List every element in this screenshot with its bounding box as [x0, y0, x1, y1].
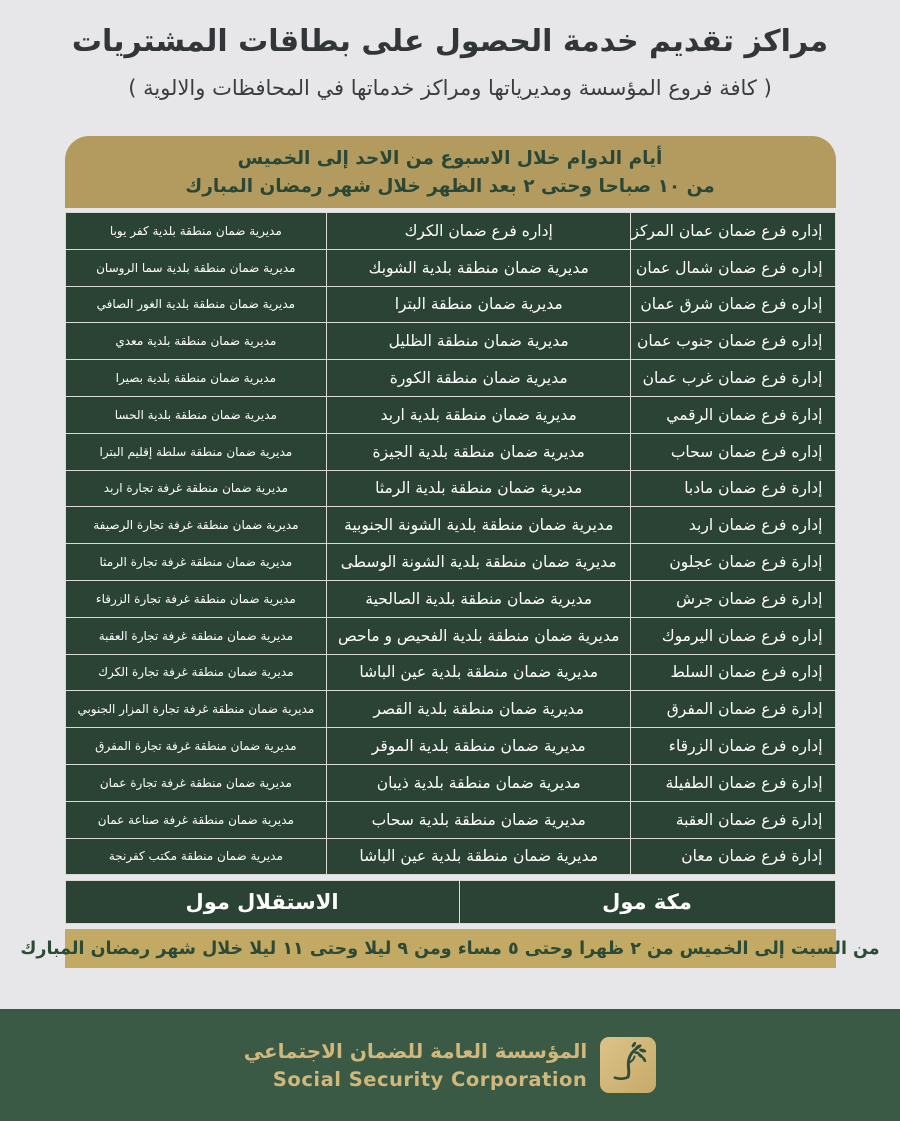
- center-cell: إداره فرع ضمان عمان المركز: [631, 213, 835, 250]
- center-cell: مديرية ضمان منطقة بلدية الشونة الوسطى: [327, 544, 631, 581]
- center-cell: مديرية ضمان منطقة بلدية الفحيص و ماحص: [327, 617, 631, 654]
- page-subtitle: ( كافة فروع المؤسسة ومديرياتها ومراكز خدماتها في المحافظات والالوية ): [128, 76, 772, 100]
- center-cell: إداره فرع ضمان اربد: [631, 507, 835, 544]
- center-cell: مديرية ضمان منطقة الظليل: [327, 323, 631, 360]
- center-cell: مديرية ضمان منطقة غرفة تجارة المزار الجنوبي: [65, 691, 327, 728]
- page-title: مراكز تقديم خدمة الحصول على بطاقات المشتريات: [71, 24, 829, 59]
- center-cell: إداره فرع ضمان الزرقاء: [631, 728, 835, 765]
- table-row: [65, 838, 835, 875]
- weekday-schedule-box: [65, 136, 836, 208]
- center-cell: مديرية ضمان منطقة بلدية معدي: [65, 323, 327, 360]
- center-cell: إداره فرع ضمان سحاب: [631, 433, 835, 470]
- center-cell: مديرية ضمان منطقة غرفة تجارة الزرقاء: [65, 580, 327, 617]
- center-cell: مديرية ضمان منطقة بلدية عين الباشا: [327, 654, 631, 691]
- center-cell: مديرية ضمان منطقة غرفة تجارة الرمثا: [65, 544, 327, 581]
- org-name-arabic: المؤسسة العامة للضمان الاجتماعي: [243, 1038, 588, 1063]
- table-row: [65, 544, 835, 581]
- table-row: [65, 249, 835, 286]
- center-cell: إدارة فرع ضمان جرش: [631, 580, 835, 617]
- center-cell: مديرية ضمان منطقة سلطة إقليم البترا: [65, 433, 327, 470]
- center-cell: إدارة فرع ضمان مادبا: [631, 470, 835, 507]
- center-cell: إدارة فرع ضمان الطفيلة: [631, 764, 835, 801]
- mall-schedule-band: من السبت إلى الخميس من ٢ ظهرا وحتى ٥ مساء ومن ٩ ليلا وحتى ١١ ليلا خلال شهر رمضان المبارك: [65, 929, 836, 968]
- centers-table: [65, 212, 836, 875]
- table-row: [65, 764, 835, 801]
- center-cell: مديرية ضمان منطقة بلدية الحسا: [65, 396, 327, 433]
- center-cell: مديرية ضمان منطقة بلدية الصالحية: [327, 580, 631, 617]
- table-row: [65, 470, 835, 507]
- table-row: [65, 691, 835, 728]
- center-cell: إداره فرع ضمان جنوب عمان: [631, 323, 835, 360]
- center-cell: مديرية ضمان منطقة بلدية الشوبك: [327, 249, 631, 286]
- center-cell: مديرية ضمان منطقة بلدية عين الباشا: [327, 838, 631, 875]
- center-cell: مديرية ضمان منطقة غرفة تجارة الرصيفة: [65, 507, 327, 544]
- table-row: [65, 360, 835, 397]
- center-cell: مديرية ضمان منطقة بلدية الموقر: [327, 728, 631, 765]
- center-cell: مديرية ضمان منطقة غرفة تجارة اربد: [65, 470, 327, 507]
- malls-row: [65, 880, 836, 924]
- center-cell: مديرية ضمان منطقة غرفة صناعة عمان: [65, 801, 327, 838]
- center-cell: إداره فرع ضمان السلط: [631, 654, 835, 691]
- center-cell: مديرية ضمان منطقة بلدية اربد: [327, 396, 631, 433]
- center-cell: إداره فرع ضمان الكرك: [327, 213, 631, 250]
- table-row: [65, 323, 835, 360]
- center-cell: مديرية ضمان منطقة الكورة: [327, 360, 631, 397]
- center-cell: مديرية ضمان منطقة غرفة تجارة الكرك: [65, 654, 327, 691]
- center-cell: إداره فرع ضمان شمال عمان: [631, 249, 835, 286]
- center-cell: مديرية ضمان منطقة بلدية سحاب: [327, 801, 631, 838]
- center-cell: مديرية ضمان منطقة بلدية الغور الصافي: [65, 286, 327, 323]
- center-cell: مديرية ضمان منطقة بلدية الرمثا: [327, 470, 631, 507]
- center-cell: إدارة فرع ضمان عجلون: [631, 544, 835, 581]
- org-name-english: Social Security Corporation: [272, 1067, 588, 1091]
- center-cell: مديرية ضمان منطقة بلدية الجيزة: [327, 433, 631, 470]
- center-cell: مديرية ضمان منطقة بلدية بصيرا: [65, 360, 327, 397]
- table-row: [65, 286, 835, 323]
- table-row: [65, 801, 835, 838]
- center-cell: إدارة فرع ضمان معان: [631, 838, 835, 875]
- centers-table-body: [65, 213, 835, 875]
- center-cell: مديرية ضمان منطقة مكتب كفرنجة: [65, 838, 327, 875]
- center-cell: مديرية ضمان منطقة بلدية الشونة الجنوبية: [327, 507, 631, 544]
- center-cell: إداره فرع ضمان اليرموك: [631, 617, 835, 654]
- center-cell: مديرية ضمان منطقة بلدية سما الروسان: [65, 249, 327, 286]
- mall-cell-istiklal: الاستقلال مول: [185, 890, 339, 915]
- center-cell: مديرية ضمان منطقة غرفة تجارة العقبة: [65, 617, 327, 654]
- center-cell: إداره فرع ضمان شرق عمان: [631, 286, 835, 323]
- olive-tree-icon: [606, 1041, 650, 1089]
- center-cell: إدارة فرع ضمان العقبة: [631, 801, 835, 838]
- center-cell: إدارة فرع ضمان غرب عمان: [631, 360, 835, 397]
- mall-cell-mecca: مكة مول: [459, 881, 835, 923]
- table-row: [65, 728, 835, 765]
- center-cell: مديرية ضمان منطقة بلدية القصر: [327, 691, 631, 728]
- weekday-schedule-line1: أيام الدوام خلال الاسبوع من الاحد إلى الخميس: [237, 147, 663, 169]
- center-cell: مديرية ضمان منطقة غرفة تجارة عمان: [65, 764, 327, 801]
- table-row: [65, 617, 835, 654]
- center-cell: إدارة فرع ضمان الرقمي: [631, 396, 835, 433]
- center-cell: إدارة فرع ضمان المفرق: [631, 691, 835, 728]
- ssc-logo: [600, 1037, 656, 1093]
- table-row: [65, 654, 835, 691]
- footer-text: [244, 1039, 588, 1091]
- center-cell: مديرية ضمان منطقة بلدية ذيبان: [327, 764, 631, 801]
- center-cell: مديرية ضمان منطقة غرفة تجارة المفرق: [65, 728, 327, 765]
- center-cell: مديرية ضمان منطقة بلدية كفر يوبا: [65, 213, 327, 250]
- table-row: [65, 507, 835, 544]
- table-row: [65, 213, 835, 250]
- table-row: [65, 580, 835, 617]
- table-row: [65, 396, 835, 433]
- center-cell: مديرية ضمان منطقة البترا: [327, 286, 631, 323]
- footer: [0, 1009, 900, 1121]
- table-row: [65, 433, 835, 470]
- weekday-schedule-line2: من ١٠ صباحا وحتى ٢ بعد الظهر خلال شهر رمضان المبارك: [185, 175, 715, 197]
